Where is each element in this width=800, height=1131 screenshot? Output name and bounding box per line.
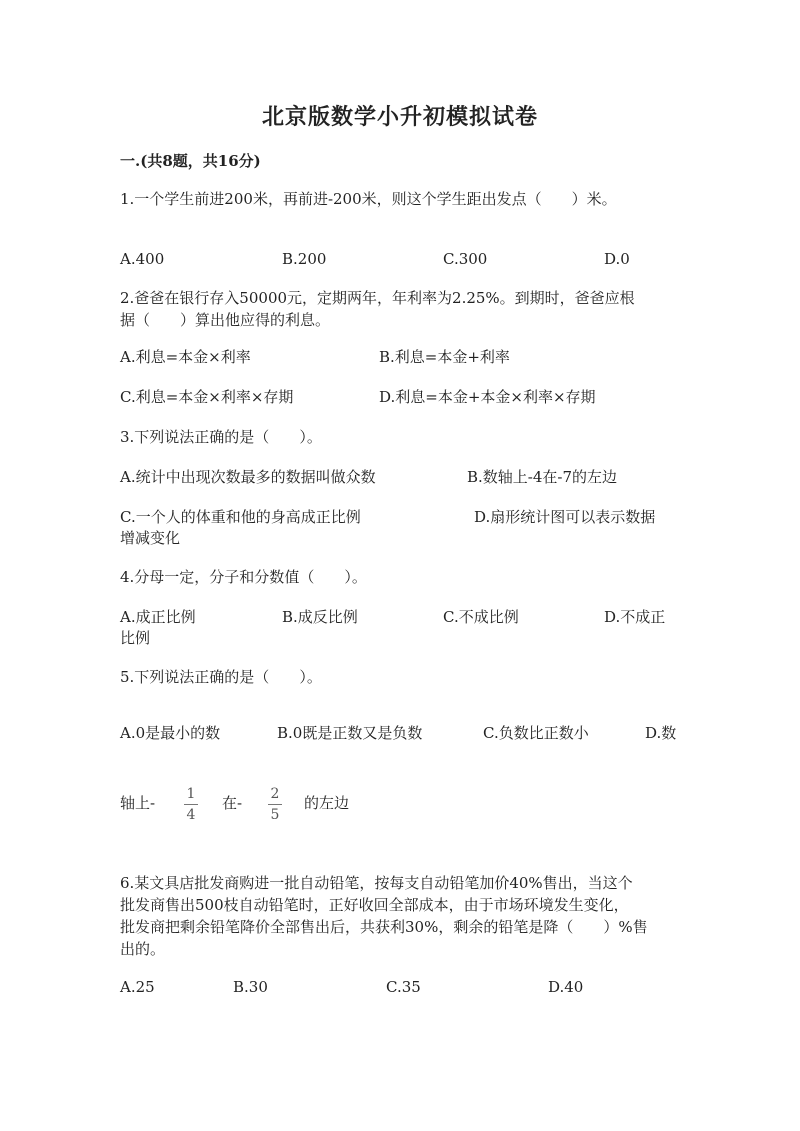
question-5-option-a: A.0是最小的数: [120, 724, 221, 742]
question-4-option-b: B.成反比例: [282, 608, 358, 626]
question-5-option-d-mid: 在-: [222, 794, 243, 812]
question-5-option-b: B.0既是正数又是负数: [277, 724, 423, 742]
question-2-option-c: C.利息=本金×利率×存期: [120, 388, 294, 406]
question-1-option-d: D.0: [604, 250, 630, 268]
question-3-option-a: A.统计中出现次数最多的数据叫做众数: [120, 468, 376, 486]
question-6-option-c: C.35: [386, 978, 421, 996]
question-5-option-c: C.负数比正数小: [483, 724, 589, 742]
question-2-option-a: A.利息=本金×利率: [120, 348, 251, 366]
question-5-option-d-suffix: 的左边: [304, 794, 350, 812]
question-6-option-a: A.25: [120, 978, 155, 996]
question-4-option-c: C.不成比例: [443, 608, 519, 626]
question-2-stem-line-2: 据（ ）算出他应得的利息。: [120, 311, 331, 329]
question-4-option-a: A.成正比例: [120, 608, 196, 626]
question-2-option-d: D.利息=本金+本金×利率×存期: [379, 388, 596, 406]
question-6-option-b: B.30: [233, 978, 268, 996]
question-3-option-b: B.数轴上-4在-7的左边: [467, 468, 618, 486]
question-3-option-d: D.扇形统计图可以表示数据: [474, 508, 656, 526]
question-2-option-b: B.利息=本金+利率: [379, 348, 510, 366]
question-1-option-a: A.400: [120, 250, 165, 268]
question-6-option-d: D.40: [548, 978, 584, 996]
question-3-stem: 3.下列说法正确的是（ ）。: [120, 428, 322, 446]
question-5-stem: 5.下列说法正确的是（ ）。: [120, 668, 322, 686]
section-heading: 一.(共8题，共16分): [120, 152, 261, 170]
fraction-denominator: 5: [270, 807, 280, 823]
fraction-numerator: 2: [270, 786, 280, 802]
question-3-option-c: C.一个人的体重和他的身高成正比例: [120, 508, 361, 526]
question-5-option-d: D.数: [645, 724, 677, 742]
question-4-option-d-continuation: 比例: [120, 629, 151, 647]
question-4-option-d: D.不成正: [604, 608, 666, 626]
page-title: 北京版数学小升初模拟试卷: [261, 104, 538, 130]
question-1-stem: 1.一个学生前进200米，再前进-200米，则这个学生距出发点（ ）米。: [120, 190, 617, 208]
fraction-bar: [184, 804, 198, 805]
question-1-option-c: C.300: [443, 250, 488, 268]
question-3-option-d-continuation: 增减变化: [120, 529, 181, 547]
question-2-stem-line-1: 2.爸爸在银行存入50000元，定期两年，年利率为2.25%。到期时，爸爸应根: [120, 289, 635, 307]
fraction-numerator: 1: [186, 786, 196, 802]
question-5-option-d-prefix: 轴上-: [120, 794, 156, 812]
fraction-bar: [268, 804, 282, 805]
fraction-two-fifths: [267, 786, 283, 823]
question-4-stem: 4.分母一定，分子和分数值（ ）。: [120, 568, 367, 586]
question-6-stem-line-4: 出的。: [120, 940, 166, 958]
question-6-stem-line-1: 6.某文具店批发商购进一批自动铅笔，按每支自动铅笔加价40%售出，当这个: [120, 874, 633, 892]
fraction-one-quarter: [183, 786, 199, 823]
question-1-option-b: B.200: [282, 250, 327, 268]
question-6-stem-line-3: 批发商把剩余铅笔降价全部售出后，共获利30%，剩余的铅笔是降（ ）%售: [120, 918, 648, 936]
question-6-stem-line-2: 批发商售出500枝自动铅笔时，正好收回全部成本，由于市场环境发生变化，: [120, 896, 629, 914]
fraction-denominator: 4: [186, 807, 196, 823]
